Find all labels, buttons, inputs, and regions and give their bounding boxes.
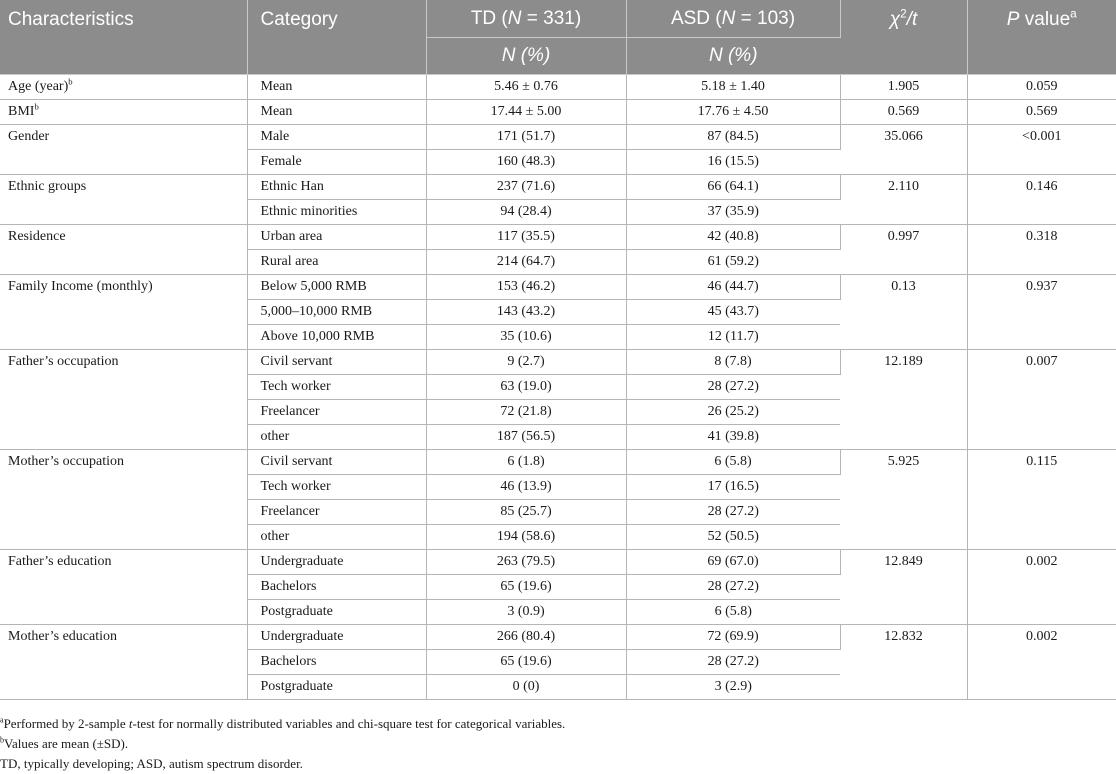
p-value-cell: [967, 175, 1116, 225]
p-value-cell: [967, 350, 1116, 450]
characteristic-cell: [0, 225, 247, 275]
category-cell: [247, 525, 426, 550]
asd-value-cell-text: 3 (2.9): [714, 679, 752, 694]
td-value-cell: [426, 525, 626, 550]
td-value-cell: [426, 225, 626, 250]
td-value-cell-text: 237 (71.6): [496, 179, 556, 194]
td-value-cell-text: 266 (80.4): [496, 629, 556, 644]
footnote-b-text: Values are mean (±SD).: [4, 736, 129, 751]
asd-value-cell-text: 61 (59.2): [707, 254, 759, 269]
td-value-cell: [426, 400, 626, 425]
category-cell: [247, 325, 426, 350]
td-value-cell: [426, 625, 626, 650]
category-cell: [247, 575, 426, 600]
p-value-cell-text: 0.002: [1026, 554, 1058, 569]
table-body: [0, 75, 1116, 700]
subheader-asd: [626, 38, 840, 75]
footnote-a-text-1: Performed by 2-sample: [3, 716, 129, 731]
td-value-cell-text: 65 (19.6): [500, 654, 552, 669]
td-value-cell-text: 194 (58.6): [496, 529, 556, 544]
td-value-cell-text: 214 (64.7): [496, 254, 556, 269]
characteristic-cell: [0, 75, 247, 100]
asd-value-cell-text: 72 (69.9): [707, 629, 759, 644]
table-row: [0, 625, 1116, 650]
subheader-td-label: N (%): [501, 45, 551, 66]
category-cell: [247, 450, 426, 475]
asd-value-cell: [626, 250, 840, 275]
characteristic-cell: [0, 350, 247, 450]
asd-value-cell-text: 28 (27.2): [707, 654, 759, 669]
characteristic-cell: [0, 450, 247, 550]
header-category: [247, 0, 426, 75]
subheader-td: [426, 38, 626, 75]
header-characteristics: [0, 0, 247, 75]
asd-value-cell-text: 17 (16.5): [707, 479, 759, 494]
asd-value-cell-text: 52 (50.5): [707, 529, 759, 544]
category-cell: [247, 550, 426, 575]
category-cell-text: other: [260, 529, 290, 544]
td-value-cell-text: 187 (56.5): [496, 429, 556, 444]
category-cell: [247, 625, 426, 650]
p-value-cell: [967, 450, 1116, 550]
asd-value-cell: [626, 300, 840, 325]
table-header: [0, 0, 1116, 75]
category-cell-text: other: [260, 429, 290, 444]
characteristic-cell-text: Mother’s education: [8, 629, 117, 644]
header-chi-suffix: /t: [906, 9, 918, 30]
category-cell-text: 5,000–10,000 RMB: [260, 304, 373, 319]
table-row: [0, 125, 1116, 150]
asd-value-cell-text: 26 (25.2): [707, 404, 759, 419]
asd-value-cell: [626, 600, 840, 625]
asd-value-cell: [626, 475, 840, 500]
category-cell-text: Civil servant: [260, 454, 333, 469]
characteristic-footnote-marker: b: [68, 76, 73, 87]
asd-value-cell: [626, 325, 840, 350]
header-characteristics-label: Characteristics: [8, 9, 134, 30]
asd-value-cell: [626, 100, 840, 125]
td-value-cell-text: 72 (21.8): [500, 404, 552, 419]
asd-value-cell: [626, 625, 840, 650]
footnote-a: [0, 714, 1116, 734]
chi-t-cell: [840, 550, 967, 625]
asd-value-cell-text: 16 (15.5): [707, 154, 759, 169]
asd-value-cell-text: 17.76 ± 4.50: [697, 104, 769, 119]
td-value-cell-text: 35 (10.6): [500, 329, 552, 344]
td-value-cell: [426, 650, 626, 675]
td-value-cell-text: 94 (28.4): [500, 204, 552, 219]
category-cell-text: Freelancer: [260, 404, 320, 419]
asd-value-cell: [626, 375, 840, 400]
chi-t-cell-text: 0.569: [887, 104, 920, 119]
category-cell: [247, 350, 426, 375]
td-value-cell: [426, 450, 626, 475]
p-value-cell: [967, 550, 1116, 625]
td-value-cell: [426, 350, 626, 375]
asd-value-cell-text: 5.18 ± 1.40: [701, 79, 765, 94]
td-value-cell-text: 171 (51.7): [496, 129, 556, 144]
category-cell-text: Postgraduate: [260, 679, 333, 694]
chi-t-cell: [840, 625, 967, 700]
header-chi-symbol: χ: [889, 9, 901, 30]
asd-value-cell: [626, 175, 840, 200]
category-cell: [247, 75, 426, 100]
footnote-abbrev: [0, 754, 1116, 774]
p-value-cell: [967, 625, 1116, 700]
header-p-sup: a: [1070, 7, 1077, 21]
footnotes: [0, 700, 1116, 774]
asd-value-cell: [626, 350, 840, 375]
chi-t-cell: [840, 175, 967, 225]
footnote-a-t: t: [128, 716, 133, 731]
asd-value-cell-text: 6 (5.8): [714, 604, 752, 619]
category-cell: [247, 475, 426, 500]
td-value-cell: [426, 100, 626, 125]
asd-value-cell-text: 6 (5.8): [714, 454, 752, 469]
td-value-cell: [426, 575, 626, 600]
td-value-cell-text: 153 (46.2): [496, 279, 556, 294]
chi-t-cell-text: 12.189: [884, 354, 923, 369]
asd-value-cell: [626, 200, 840, 225]
asd-value-cell: [626, 275, 840, 300]
td-value-cell: [426, 675, 626, 700]
p-value-cell-text: <0.001: [1022, 129, 1062, 144]
td-value-cell-text: 160 (48.3): [496, 154, 556, 169]
category-cell-text: Ethnic minorities: [260, 204, 358, 219]
category-cell: [247, 200, 426, 225]
category-cell-text: Female: [260, 154, 302, 169]
p-value-cell-text: 0.115: [1026, 454, 1058, 469]
characteristic-cell-text: Family Income (monthly): [8, 279, 153, 294]
asd-value-cell-text: 42 (40.8): [707, 229, 759, 244]
category-cell: [247, 125, 426, 150]
category-cell: [247, 375, 426, 400]
asd-value-cell-text: 46 (44.7): [707, 279, 759, 294]
header-td-prefix: TD (: [470, 7, 508, 29]
chi-t-cell: [840, 450, 967, 550]
td-value-cell-text: 6 (1.8): [507, 454, 545, 469]
td-value-cell: [426, 600, 626, 625]
asd-value-cell: [626, 575, 840, 600]
asd-value-cell: [626, 675, 840, 700]
asd-value-cell: [626, 450, 840, 475]
td-value-cell-text: 117 (35.5): [497, 229, 555, 244]
characteristic-cell: [0, 175, 247, 225]
td-value-cell-text: 85 (25.7): [500, 504, 552, 519]
asd-value-cell: [626, 525, 840, 550]
td-value-cell-text: 63 (19.0): [500, 379, 552, 394]
td-value-cell-text: 65 (19.6): [500, 579, 552, 594]
chi-t-cell: [840, 75, 967, 100]
p-value-cell-text: 0.002: [1026, 629, 1058, 644]
asd-value-cell: [626, 225, 840, 250]
chi-t-cell-text: 12.849: [884, 554, 923, 569]
asd-value-cell-text: 28 (27.2): [707, 379, 759, 394]
characteristic-cell-text: Gender: [8, 129, 50, 144]
characteristic-cell-text: Father’s occupation: [8, 354, 119, 369]
p-value-cell-text: 0.146: [1026, 179, 1058, 194]
td-value-cell: [426, 325, 626, 350]
table-row: [0, 175, 1116, 200]
table-row: [0, 100, 1116, 125]
header-asd: [626, 0, 840, 38]
header-p-value: [967, 0, 1116, 75]
td-value-cell: [426, 175, 626, 200]
p-value-cell: [967, 275, 1116, 350]
td-value-cell-text: 46 (13.9): [500, 479, 552, 494]
category-cell-text: Mean: [260, 104, 293, 119]
td-value-cell: [426, 475, 626, 500]
characteristic-footnote-marker: b: [34, 101, 39, 112]
characteristic-cell-text: BMI: [8, 104, 35, 119]
chi-t-cell: [840, 225, 967, 275]
category-cell: [247, 675, 426, 700]
characteristic-cell: [0, 125, 247, 175]
category-cell: [247, 225, 426, 250]
td-value-cell-text: 9 (2.7): [507, 354, 545, 369]
asd-value-cell-text: 41 (39.8): [707, 429, 759, 444]
category-cell-text: Civil servant: [260, 354, 333, 369]
header-chi-sup: 2: [900, 7, 907, 21]
p-value-cell-text: 0.059: [1026, 79, 1058, 94]
header-chi: [840, 0, 967, 75]
asd-value-cell: [626, 425, 840, 450]
chi-t-cell: [840, 100, 967, 125]
table-row: [0, 350, 1116, 375]
p-value-cell: [967, 125, 1116, 175]
category-cell: [247, 425, 426, 450]
td-value-cell: [426, 550, 626, 575]
category-cell: [247, 650, 426, 675]
asd-value-cell-text: 69 (67.0): [707, 554, 759, 569]
td-value-cell: [426, 200, 626, 225]
p-value-cell: [967, 225, 1116, 275]
characteristic-cell-text: Mother’s occupation: [8, 454, 124, 469]
header-p-suffix: value: [1019, 9, 1071, 30]
footnote-b-marker: b: [0, 735, 5, 745]
category-cell-text: Mean: [260, 79, 293, 94]
chi-t-cell: [840, 350, 967, 450]
asd-value-cell-text: 45 (43.7): [707, 304, 759, 319]
characteristic-cell-text: Age (year): [8, 79, 69, 94]
category-cell: [247, 275, 426, 300]
td-value-cell-text: 17.44 ± 5.00: [490, 104, 562, 119]
category-cell-text: Undergraduate: [260, 629, 344, 644]
asd-value-cell-text: 8 (7.8): [714, 354, 752, 369]
td-value-cell: [426, 425, 626, 450]
chi-t-cell-text: 1.905: [887, 79, 920, 94]
chi-t-cell-text: 2.110: [888, 179, 919, 194]
category-cell-text: Below 5,000 RMB: [260, 279, 367, 294]
category-cell-text: Male: [260, 129, 290, 144]
td-value-cell-text: 5.46 ± 0.76: [494, 79, 558, 94]
asd-value-cell: [626, 550, 840, 575]
asd-value-cell-text: 66 (64.1): [707, 179, 759, 194]
characteristic-cell-text: Father’s education: [8, 554, 112, 569]
p-value-cell: [967, 75, 1116, 100]
category-cell-text: Tech worker: [260, 379, 331, 394]
table-row: [0, 275, 1116, 300]
asd-value-cell: [626, 650, 840, 675]
footnote-a-marker: a: [0, 715, 4, 725]
category-cell-text: Urban area: [260, 229, 323, 244]
asd-value-cell-text: 87 (84.5): [707, 129, 759, 144]
category-cell: [247, 100, 426, 125]
characteristic-cell: [0, 100, 247, 125]
category-cell-text: Ethnic Han: [260, 179, 324, 194]
chi-t-cell-text: 0.13: [891, 279, 916, 294]
td-value-cell-text: 143 (43.2): [496, 304, 556, 319]
header-category-label: Category: [260, 9, 338, 30]
category-cell-text: Bachelors: [260, 654, 317, 669]
td-value-cell: [426, 500, 626, 525]
footnote-abbrev-text: TD, typically developing; ASD, autism spectrum disorder.: [0, 756, 303, 771]
chi-t-cell-text: 12.832: [884, 629, 923, 644]
header-td-n: N: [507, 7, 522, 29]
chi-t-cell-text: 5.925: [887, 454, 920, 469]
td-value-cell: [426, 75, 626, 100]
characteristic-cell: [0, 625, 247, 700]
category-cell: [247, 250, 426, 275]
characteristic-cell-text: Ethnic groups: [8, 179, 87, 194]
td-value-cell-text: 0 (0): [512, 679, 540, 694]
td-value-cell: [426, 125, 626, 150]
category-cell-text: Rural area: [260, 254, 319, 269]
category-cell: [247, 175, 426, 200]
category-cell-text: Bachelors: [260, 579, 317, 594]
header-td: [426, 0, 626, 38]
category-cell-text: Tech worker: [260, 479, 331, 494]
category-cell: [247, 400, 426, 425]
asd-value-cell-text: 28 (27.2): [707, 579, 759, 594]
td-value-cell: [426, 250, 626, 275]
category-cell-text: Freelancer: [260, 504, 320, 519]
header-asd-n: N: [721, 7, 736, 29]
asd-value-cell: [626, 500, 840, 525]
characteristic-cell-text: Residence: [8, 229, 66, 244]
header-asd-suffix: = 103): [735, 7, 796, 29]
p-value-cell-text: 0.318: [1026, 229, 1058, 244]
td-value-cell: [426, 150, 626, 175]
header-asd-prefix: ASD (: [670, 7, 722, 29]
subheader-asd-label: N (%): [708, 45, 758, 66]
chi-t-cell: [840, 125, 967, 175]
asd-value-cell: [626, 400, 840, 425]
td-value-cell: [426, 300, 626, 325]
characteristic-cell: [0, 275, 247, 350]
td-value-cell-text: 3 (0.9): [507, 604, 545, 619]
category-cell-text: Postgraduate: [260, 604, 333, 619]
asd-value-cell: [626, 150, 840, 175]
category-cell-text: Above 10,000 RMB: [260, 329, 375, 344]
chi-t-cell-text: 0.997: [887, 229, 920, 244]
asd-value-cell: [626, 75, 840, 100]
header-td-suffix: = 331): [521, 7, 582, 29]
category-cell-text: Undergraduate: [260, 554, 344, 569]
p-value-cell-text: 0.937: [1026, 279, 1058, 294]
category-cell: [247, 600, 426, 625]
characteristic-cell: [0, 550, 247, 625]
category-cell: [247, 500, 426, 525]
category-cell: [247, 300, 426, 325]
chi-t-cell-text: 35.066: [884, 129, 923, 144]
table-row: [0, 550, 1116, 575]
table-row: [0, 75, 1116, 100]
td-value-cell: [426, 275, 626, 300]
table-row: [0, 450, 1116, 475]
td-value-cell-text: 263 (79.5): [496, 554, 556, 569]
asd-value-cell-text: 28 (27.2): [707, 504, 759, 519]
category-cell: [247, 150, 426, 175]
footnote-b: [0, 734, 1116, 754]
p-value-cell: [967, 100, 1116, 125]
header-p-symbol: P: [1006, 9, 1020, 30]
chi-t-cell: [840, 275, 967, 350]
asd-value-cell-text: 12 (11.7): [707, 329, 759, 344]
asd-value-cell: [626, 125, 840, 150]
footnote-a-text-2: -test for normally distributed variables and chi-square test for categorical variables.: [132, 716, 566, 731]
p-value-cell-text: 0.569: [1026, 104, 1058, 119]
td-value-cell: [426, 375, 626, 400]
asd-value-cell-text: 37 (35.9): [707, 204, 759, 219]
table-row: [0, 225, 1116, 250]
p-value-cell-text: 0.007: [1026, 354, 1058, 369]
